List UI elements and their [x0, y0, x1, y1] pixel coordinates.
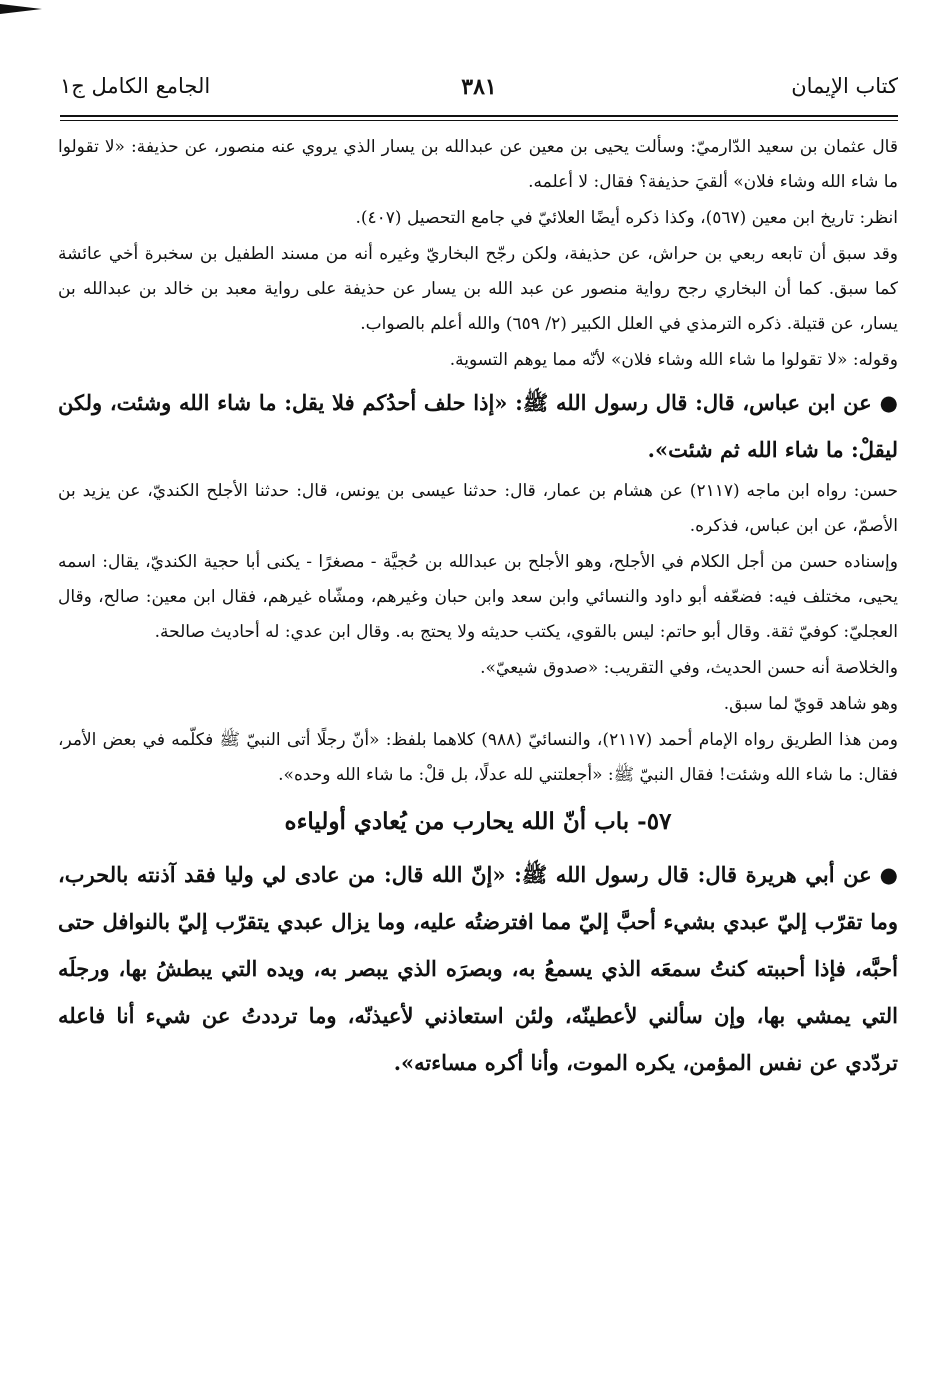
book-title: كتاب الإيمان	[791, 74, 898, 98]
note-paragraph: انظر: تاريخ ابن معين (٥٦٧)، وكذا ذكره أيضًا العلائيّ في جامع التحصيل (٤٠٧).	[355, 208, 898, 228]
chapter-heading: ٥٧- باب أنّ الله يحارب من يُعادي أولياءه	[284, 808, 672, 835]
note-paragraph: ومن هذا الطريق رواه الإمام أحمد (٢١١٧)، والنسائيّ (٩٨٨) كلاهما بلفظ: «أنّ رجلًا أتى النبيّ ﷺ فكلّمه في بعض الأمر، فقال: ما شاء الله وشئت! فقال النبيّ ﷺ: «أجعلتني لله عدلًا، بل قلْ: ما شاء الله وحده».	[58, 730, 898, 785]
bullet-icon: ●	[879, 390, 898, 415]
hadith-text	[58, 379, 898, 473]
note-paragraph: وقد سبق أن تابعه ربعي بن حراش، عن حذيفة، ولكن رجّح البخاريّ وغيره أنه من مسند الطفيل بن سخبرة أخي عائشة كما سبق. كما أن البخاري رجح رواية منصور عن عبد الله بن يسار عن حذيفة على رواية معبد بن خالد بن عبدالله بن يسار، عن قتيلة. ذكره الترمذي في العلل الكبير (٢/ ٦٥٩) والله أعلم بالصواب.	[58, 244, 898, 334]
note-paragraph: وهو شاهد قويّ لما سبق.	[723, 694, 898, 714]
note-paragraph: وقوله: «لا تقولوا ما شاء الله وشاء فلان» لأنّه مما يوهم التسوية.	[449, 350, 898, 370]
page-header	[60, 74, 898, 114]
collection-title: الجامع الكامل ج١	[60, 74, 211, 98]
page-body	[58, 130, 898, 1343]
header-rule-thick	[60, 115, 898, 117]
hadith-body: عن ابن عباس، قال: قال رسول الله ﷺ: «إذا حلف أحدُكم فلا يقل: ما شاء الله وشئت، ولكن ليقلْ: ما شاء الله ثم شئت».	[58, 390, 898, 462]
note-paragraph: قال عثمان بن سعيد الدّارميّ: وسألت يحيى بن معين عن عبدالله بن يسار الذي يروي عنه منصور، عن حذيفة: «لا تقولوا ما شاء الله وشاء فلان» ألقيَ حذيفة؟ فقال: لا أعلمه.	[58, 137, 898, 192]
note-paragraph: وإسناده حسن من أجل الكلام في الأجلح، وهو الأجلح بن عبدالله بن حُجيَّة - مصغرًا - يكنى أبا حجية الكنديّ، يقال: اسمه يحيى، مختلف فيه: فضعّفه أبو داود والنسائي وابن سعد وابن حبان وغيرهم، ومشّاه غيرهم، فقال ابن معين: صالح، وقال العجليّ: كوفيّ ثقة. وقال أبو حاتم: ليس بالقوي، يكتب حديثه ولا يحتج به. وقال ابن عدي: له أحاديث صالحة.	[58, 552, 898, 642]
bullet-icon: ●	[879, 862, 898, 887]
hadith-text	[58, 851, 898, 1086]
note-paragraph: حسن: رواه ابن ماجه (٢١١٧) عن هشام بن عمار، قال: حدثنا عيسى بن يونس، قال: حدثنا الأجلح الكنديّ، عن يزيد بن الأصمّ، عن ابن عباس، فذكره.	[58, 481, 898, 536]
corner-mark	[0, 4, 42, 14]
page-number: ٣٨١	[461, 74, 497, 100]
header-rule-thin	[60, 120, 898, 121]
note-paragraph: والخلاصة أنه حسن الحديث، وفي التقريب: «صدوق شيعيّ».	[480, 658, 898, 678]
hadith-body: عن أبي هريرة قال: قال رسول الله ﷺ: «إنّ الله قال: من عادى لي وليا فقد آذنته بالحرب، وما تقرّب إليّ عبدي بشيء أحبَّ إليّ مما افترضتُه عليه، وما يزال عبدي يتقرّب إليّ بالنوافل حتى أحبَّه، فإذا أحببته كنتُ سمعَه الذي يسمعُ به، وبصرَه الذي يبصر به، ويده التي يبطشُ بها، ورجلَه التي يمشي بها، وإن سألني لأعطينّه، ولئن استعاذني لأعيذنّه، وما ترددتُ عن شيء أنا فاعله تردّدي عن نفس المؤمن، يكره الموت، وأنا أكره مساءته».	[58, 862, 898, 1075]
